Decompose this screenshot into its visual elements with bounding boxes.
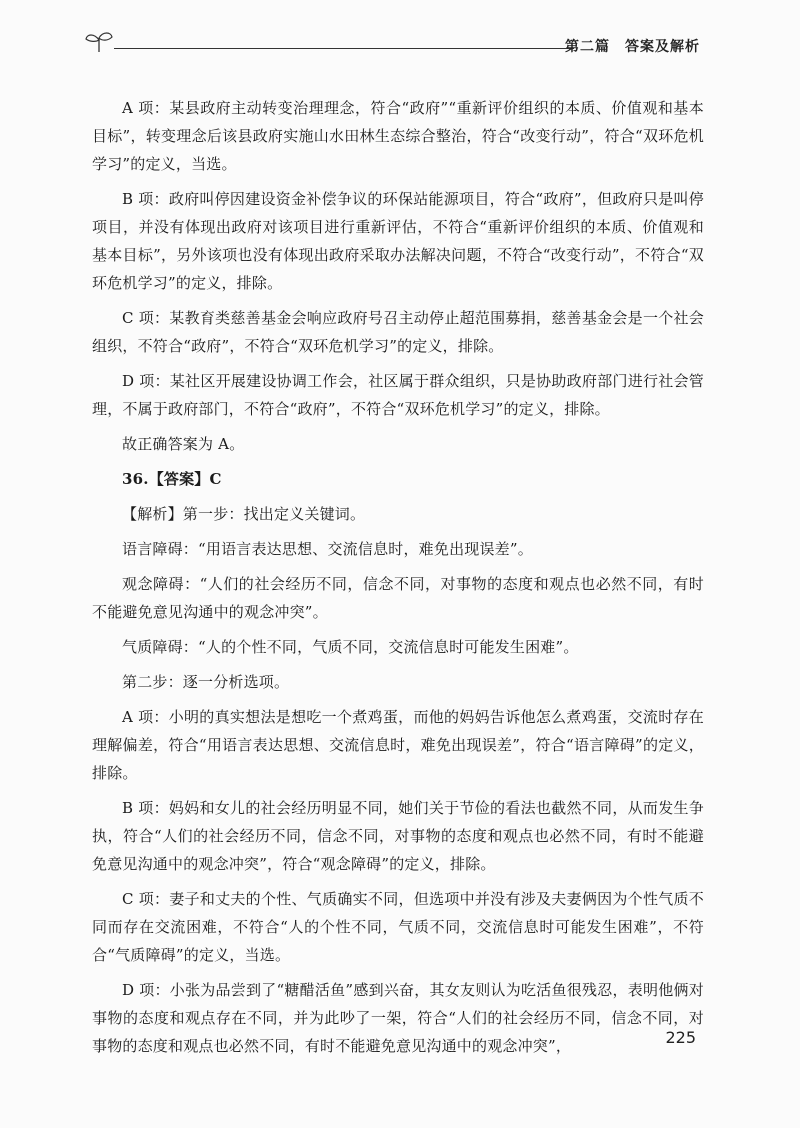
- paragraph: 语言障碍：“用语言表达思想、交流信息时，难免出现误差”。: [122, 540, 533, 558]
- paragraph: 故正确答案为 A。: [122, 435, 245, 453]
- running-header: [78, 28, 700, 62]
- paragraph: D 项：某社区开展建设协调工作会，社区属于群众组织，只是协助政府部门进行社会管理，不属于政府部门，不符合“政府”，不符合“双环危机学习”的定义，排除。: [92, 372, 704, 418]
- header-rule: [114, 48, 574, 49]
- paragraph: 第二步：逐一分析选项。: [122, 673, 290, 691]
- paragraph: 观念障碍：“人们的社会经历不同，信念不同，对事物的态度和观点也必然不同，有时不能避免意见沟通中的观念冲突”。: [92, 575, 704, 621]
- page-number: 225: [665, 1028, 696, 1047]
- paragraph: C 项：某教育类慈善基金会响应政府号召主动停止超范围募捐，慈善基金会是一个社会组织，不符合“政府”，不符合“双环危机学习”的定义，排除。: [92, 309, 704, 355]
- answer-heading: 36.【答案】C: [122, 470, 222, 488]
- paragraph: B 项：妈妈和女儿的社会经历明显不同，她们关于节俭的看法也截然不同，从而发生争执，符合“人们的社会经历不同，信念不同，对事物的态度和观点也必然不同，有时不能避免意见沟通中的观念冲突”，符合“观念障碍”的定义，排除。: [92, 799, 704, 873]
- paragraph: D 项：小张为品尝到了“糖醋活鱼”感到兴奋，其女友则认为吃活鱼很残忍，表明他俩对事物的态度和观点存在不同，并为此吵了一架，符合“人们的社会经历不同，信念不同，对事物的态度和观点也必然不同，有时不能避免意见沟通中的观念冲突”，: [92, 981, 704, 1055]
- analysis-heading: 【解析】第一步：找出定义关键词。: [122, 505, 366, 523]
- sprout-icon: [84, 30, 114, 54]
- paragraph: A 项：小明的真实想法是想吃一个煮鸡蛋，而他的妈妈告诉他怎么煮鸡蛋，交流时存在理解偏差，符合“用语言表达思想、交流信息时，难免出现误差”，符合“语言障碍”的定义，排除。: [92, 708, 704, 782]
- paragraph: C 项：妻子和丈夫的个性、气质确实不同，但选项中并没有涉及夫妻俩因为个性气质不同而存在交流困难，不符合“人的个性不同，气质不同，交流信息时可能发生困难”，不符合“气质障碍”的定义，当选。: [92, 890, 704, 964]
- paragraph: A 项：某县政府主动转变治理理念，符合“政府”“重新评价组织的本质、价值观和基本目标”，转变理念后该县政府实施山水田林生态综合整治，符合“改变行动”，符合“双环危机学习”的定义，当选。: [92, 99, 704, 173]
- paragraph: 气质障碍：“人的个性不同，气质不同，交流信息时可能发生困难”。: [122, 638, 579, 656]
- answer-explanation-body: [92, 94, 704, 1067]
- section-title: 第二篇 答案及解析: [565, 39, 700, 55]
- paragraph: B 项：政府叫停因建设资金补偿争议的环保站能源项目，符合“政府”，但政府只是叫停项目，并没有体现出政府对该项目进行重新评估，不符合“重新评价组织的本质、价值观和基本目标”，另外该项也没有体现出政府采取办法解决问题，不符合“改变行动”，不符合“双环危机学习”的定义，排除。: [92, 190, 704, 292]
